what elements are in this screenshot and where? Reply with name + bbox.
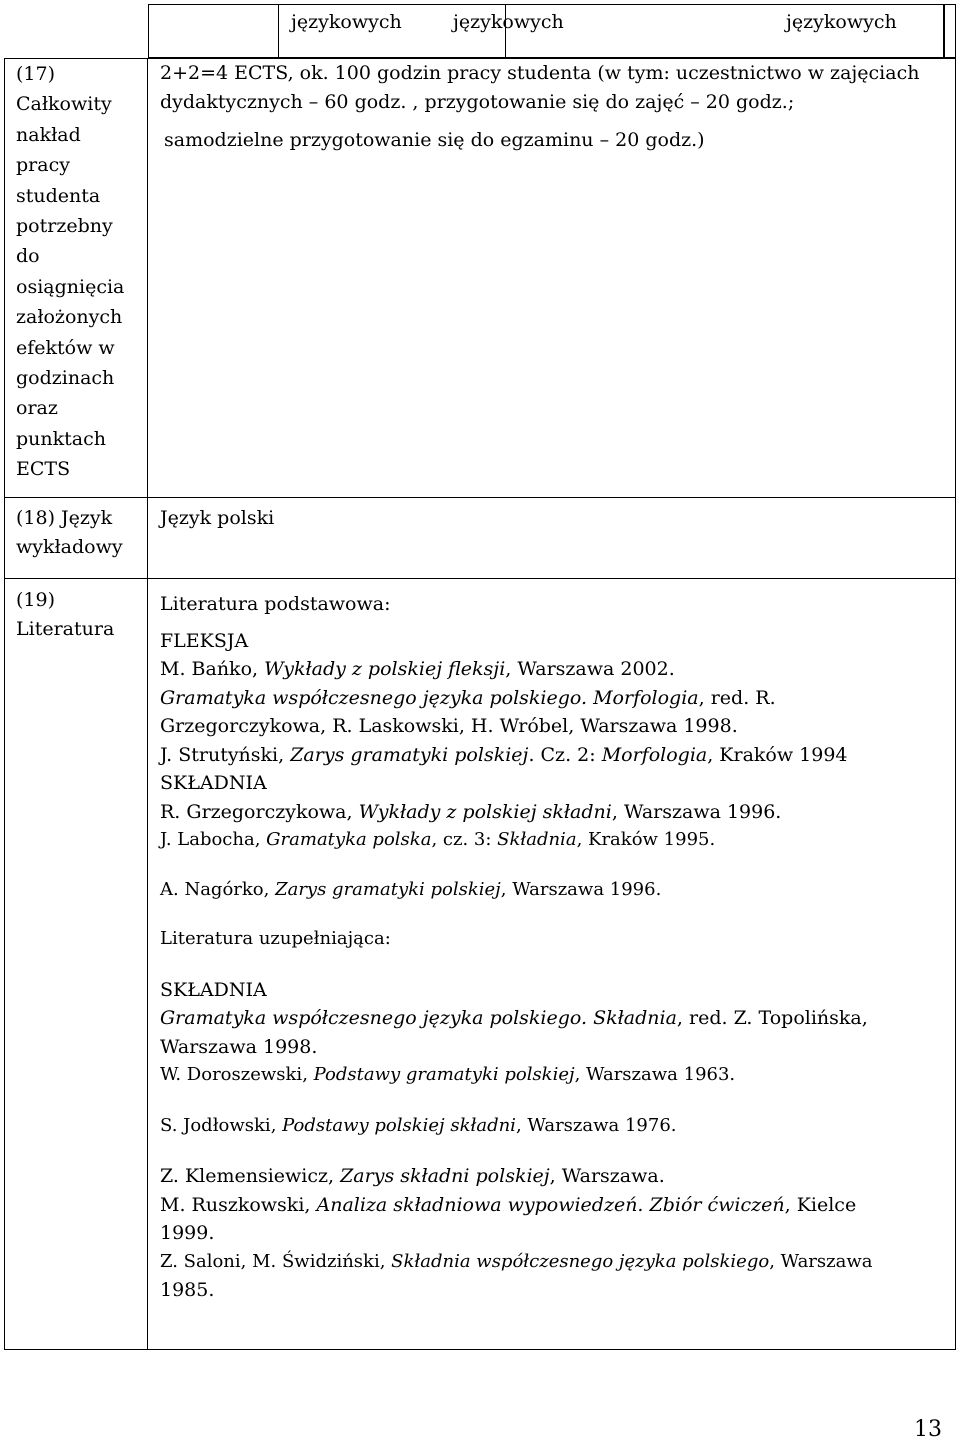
literature-label: (19) Literatura — [16, 589, 115, 640]
header-cell-3-text: językowych — [786, 11, 897, 33]
column-divider — [147, 58, 148, 1350]
header-cell-2 — [279, 5, 564, 57]
bib-entry: M. Ruszkowski, Analiza składniowa wypowiedzeń. Zbiór ćwiczeń, Kielce — [160, 1193, 857, 1216]
ects-label: (17) Całkowity nakład pracy studenta potrzebny do osiągnięcia założonych efektów w godzinach oraz punktach ECTS — [16, 63, 125, 481]
bib-entry: S. Jodłowski, Podstawy polskiej składni, Warszawa 1976. — [160, 1114, 677, 1136]
bib-entry-cont: 1999. — [160, 1222, 215, 1244]
ects-line-3: samodzielne przygotowanie się do egzaminu – 20 godz.) — [164, 129, 705, 151]
bib-entry: W. Doroszewski, Podstawy gramatyki polskiej, Warszawa 1963. — [160, 1064, 736, 1085]
section-skladnia: SKŁADNIA — [160, 978, 267, 1001]
ects-value — [160, 59, 930, 155]
bib-entry: A. Nagórko, Zarys gramatyki polskiej, Warszawa 1996. — [160, 878, 662, 900]
bib-entry: M. Bańko, Wykłady z polskiej fleksji, Warszawa 2002. — [160, 658, 675, 680]
bib-entry: Z. Klemensiewicz, Zarys składni polskiej, Warszawa. — [160, 1165, 665, 1187]
header-cell-3 — [505, 5, 945, 57]
header-cell-1-text: językowych — [291, 11, 402, 33]
bib-entry-cont: Warszawa 1998. — [160, 1035, 318, 1058]
header-row — [148, 4, 956, 58]
header-cell-2-text: językowych — [453, 11, 564, 33]
language-label: (18) Język wykładowy — [16, 507, 123, 558]
bib-entry-cont: 1985. — [160, 1279, 215, 1301]
section-skladnia: SKŁADNIA — [160, 772, 267, 794]
supplementary-literature-heading: Literatura uzupełniająca: — [160, 928, 391, 949]
basic-literature-heading: Literatura podstawowa: — [160, 593, 391, 615]
bib-entry: Gramatyka współczesnego języka polskiego. Składnia, red. Z. Topolińska, — [160, 1007, 868, 1029]
page-number: 13 — [914, 1417, 942, 1442]
ects-line-2: dydaktycznych – 60 godz. , przygotowanie się do zajęć – 20 godz.; — [160, 91, 795, 113]
row-divider-language — [4, 578, 956, 579]
bib-entry: Z. Saloni, M. Świdziński, Składnia współczesnego języka polskiego, Warszawa — [160, 1250, 873, 1272]
language-value: Język polski — [160, 507, 275, 529]
bib-entry-cont: Grzegorczykowa, R. Laskowski, H. Wróbel, Warszawa 1998. — [160, 715, 738, 737]
bib-entry: J. Labocha, Gramatyka polska, cz. 3: Składnia, Kraków 1995. — [160, 829, 716, 850]
literature-list — [160, 590, 930, 1305]
ects-line-1: 2+2=4 ECTS, ok. 100 godzin pracy studenta (w tym: uczestnictwo w zajęciach — [160, 62, 920, 84]
bib-entry: R. Grzegorczykowa, Wykłady z polskiej składni, Warszawa 1996. — [160, 800, 782, 823]
section-fleksja: FLEKSJA — [160, 629, 249, 652]
bib-entry: Gramatyka współczesnego języka polskiego. Morfologia, red. R. — [160, 686, 776, 709]
bib-entry: J. Strutyński, Zarys gramatyki polskiej. Cz. 2: Morfologia, Kraków 1994 — [160, 743, 848, 766]
header-cell-1 — [149, 5, 402, 57]
row-divider-ects — [4, 497, 956, 498]
